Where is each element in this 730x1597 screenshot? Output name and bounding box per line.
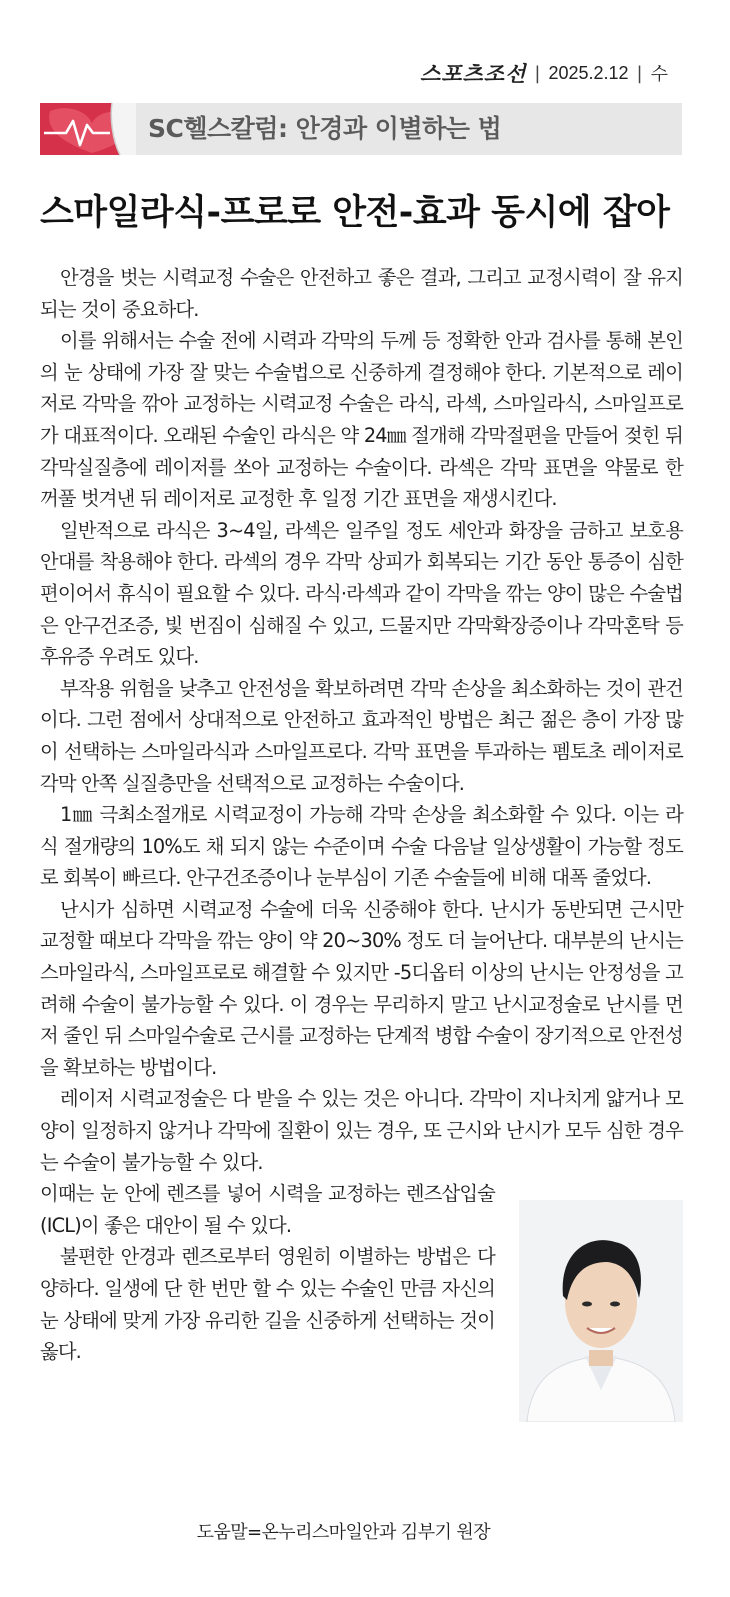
article-paragraph: 이때는 눈 안에 렌즈를 넣어 시력을 교정하는 렌즈삽입술(ICL)이 좋은 대안이 될 수 있다. xyxy=(40,1182,495,1237)
article-paragraph: 일반적으로 라식은 3~4일, 라섹은 일주일 정도 세안과 화장을 금하고 보호용 안대를 착용해야 한다. 라섹의 경우 각막 상피가 회복되는 기간 동안 통증이 심한 편이어서 휴식이 필요할 수 있다. 라식·라섹과 같이 각막을 깎는 양이 많은 수술법은 안구건조증, 빛 번짐이 심해질 수 있고, 드물지만 각막확장증이나 각막혼탁 등 후유증 우려도 있다. xyxy=(40,518,683,669)
column-title: SC헬스칼럼: 안경과 이별하는 법 xyxy=(148,114,502,143)
masthead-separator: | xyxy=(534,62,541,84)
column-banner xyxy=(40,103,682,155)
article-body xyxy=(40,262,683,1422)
publication-day: 수 xyxy=(650,64,668,84)
article-headline: 스마일라식-프로로 안전-효과 동시에 잡아 xyxy=(40,193,670,233)
newspaper-logo: 스포츠조선 xyxy=(419,63,527,86)
masthead xyxy=(420,58,668,88)
article-paragraph: 레이저 시력교정술은 다 받을 수 있는 것은 아니다. 각막이 지나치게 얇거나 모양이 일정하지 않거나 각막에 질환이 있는 경우, 또 근시와 난시가 모두 심한 경우는 수술이 불가능할 수 있다. xyxy=(40,1087,683,1174)
article-paragraph: 난시가 심하면 시력교정 수술에 더욱 신중해야 한다. 난시가 동반되면 근시만 교정할 때보다 각막을 깎는 양이 약 20~30% 정도 더 늘어난다. 대부분의 난시는 스마일라식, 스마일프로로 해결할 수 있지만 -5디옵터 이상의 난시는 안정성을 고려해 수술이 불가능할 수 있다. 이 경우는 무리하지 말고 난시교정술로 난시를 먼저 줄인 뒤 스마일수술로 근시를 교정하는 단계적 병합 수술이 장기적으로 안전성을 확보하는 방법이다. xyxy=(40,897,683,1079)
publication-date: 2025.2.12 xyxy=(548,62,629,83)
article-credit: 도움말=온누리스마일안과 김부기 원장 xyxy=(196,1522,490,1543)
masthead-separator: | xyxy=(636,62,643,84)
article-paragraph: 안경을 벗는 시력교정 수술은 안전하고 좋은 결과, 그리고 교정시력이 잘 유지되는 것이 중요하다. xyxy=(40,266,683,321)
article-paragraph: 1㎜ 극최소절개로 시력교정이 가능해 각막 손상을 최소화할 수 있다. 이는 라식 절개량의 10%도 채 되지 않는 수준이며 수술 다음날 일상생활이 가능할 정도로 회복이 빠르다. 안구건조증이나 눈부심이 기존 수술들에 비해 대폭 줄었다. xyxy=(40,803,683,890)
article-paragraph: 불편한 안경과 렌즈로부터 영원히 이별하는 방법은 다양하다. 일생에 단 한 번만 할 수 있는 수술인 만큼 자신의 눈 상태에 맞게 가장 유리한 길을 신중하게 선택하는 것이 옳다. xyxy=(40,1245,495,1364)
article-paragraph: 부작용 위험을 낮추고 안전성을 확보하려면 각막 손상을 최소화하는 것이 관건이다. 그런 점에서 상대적으로 안전하고 효과적인 방법은 최근 젊은 층이 가장 많이 선택하는 스마일라식과 스마일프로다. 각막 표면을 투과하는 펨토초 레이저로 각막 안쪽 실질층만을 선택적으로 교정하는 수술이다. xyxy=(40,676,683,795)
doctor-portrait xyxy=(519,1200,683,1422)
article-paragraph: 이를 위해서는 수술 전에 시력과 각막의 두께 등 정확한 안과 검사를 통해 본인의 눈 상태에 가장 잘 맞는 수술법으로 신중하게 결정해야 한다. 기본적으로 레이저로 각막을 깎아 교정하는 시력교정 수술은 라식, 라섹, 스마일라식, 스마일프로가 대표적이다. 오래된 수술인 라식은 약 24㎜ 절개해 각막절편을 만들어 젖힌 뒤 각막실질층에 레이저를 쏘아 교정하는 수술이다. 라섹은 각막 표면을 약물로 한 꺼풀 벗겨낸 뒤 레이저로 교정한 후 일정 기간 표면을 재생시킨다. xyxy=(40,329,683,511)
heart-pulse-icon xyxy=(40,103,136,155)
